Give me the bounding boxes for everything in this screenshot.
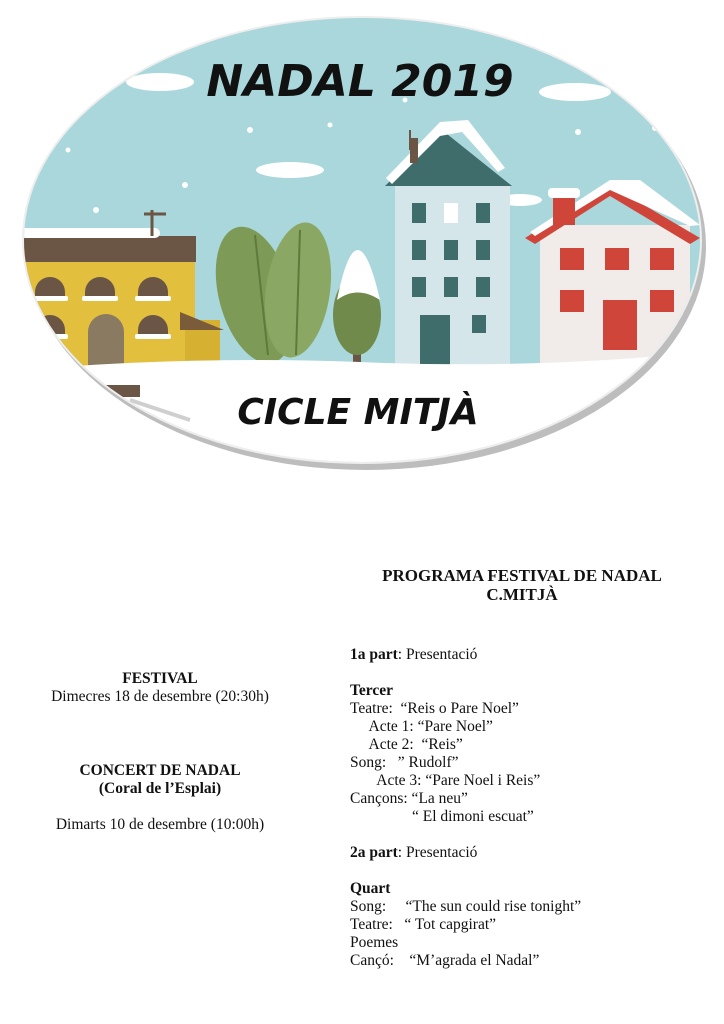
banner-title: NADAL 2019 bbox=[206, 56, 514, 107]
program-title bbox=[340, 566, 704, 604]
tercer-line: Teatre: “Reis o Pare Noel” bbox=[350, 700, 519, 717]
quart-line: Song: “The sun could rise tonight” bbox=[350, 898, 582, 915]
concert-subheading: (Coral de l’Esplai) bbox=[98, 780, 222, 797]
tercer-line: Acte 2: “Reis” bbox=[350, 736, 463, 753]
festival-info bbox=[20, 670, 300, 706]
quart-line: Poemes bbox=[350, 934, 399, 951]
banner-subtitle: CICLE MITJÀ bbox=[237, 392, 479, 433]
festival-date: Dimecres 18 de desembre (20:30h) bbox=[51, 688, 269, 705]
program-title-line2: C.MITJÀ bbox=[486, 585, 558, 604]
concert-date: Dimarts 10 de desembre (10:00h) bbox=[55, 816, 265, 833]
winter-village-image bbox=[0, 0, 724, 490]
tercer-heading: Tercer bbox=[350, 682, 394, 699]
part1-label: 1a part bbox=[350, 646, 398, 663]
part1-text: : Presentació bbox=[397, 646, 478, 663]
program-list bbox=[350, 646, 710, 970]
tercer-line: Acte 3: “Pare Noel i Reis” bbox=[350, 772, 541, 789]
part2-text: : Presentació bbox=[397, 844, 478, 861]
part1-line bbox=[350, 646, 710, 664]
quart-line: Teatre: “ Tot capgirat” bbox=[350, 916, 497, 933]
tercer-line: Song: ” Rudolf” bbox=[350, 754, 459, 771]
part2-line bbox=[350, 844, 710, 862]
banner-illustration bbox=[0, 0, 724, 490]
program-title-line1: PROGRAMA FESTIVAL DE NADAL bbox=[382, 566, 662, 585]
quart-heading: Quart bbox=[350, 880, 391, 897]
tercer-line: Acte 1: “Pare Noel” bbox=[350, 718, 493, 735]
part2-label: 2a part bbox=[350, 844, 398, 861]
tercer-line: “ El dimoni escuat” bbox=[350, 808, 534, 825]
festival-heading: FESTIVAL bbox=[122, 670, 198, 687]
concert-heading: CONCERT DE NADAL bbox=[79, 762, 241, 779]
concert-info bbox=[20, 762, 300, 834]
quart-line: Cançó: “M’agrada el Nadal” bbox=[350, 952, 540, 969]
tercer-line: Cançons: “La neu” bbox=[350, 790, 468, 807]
